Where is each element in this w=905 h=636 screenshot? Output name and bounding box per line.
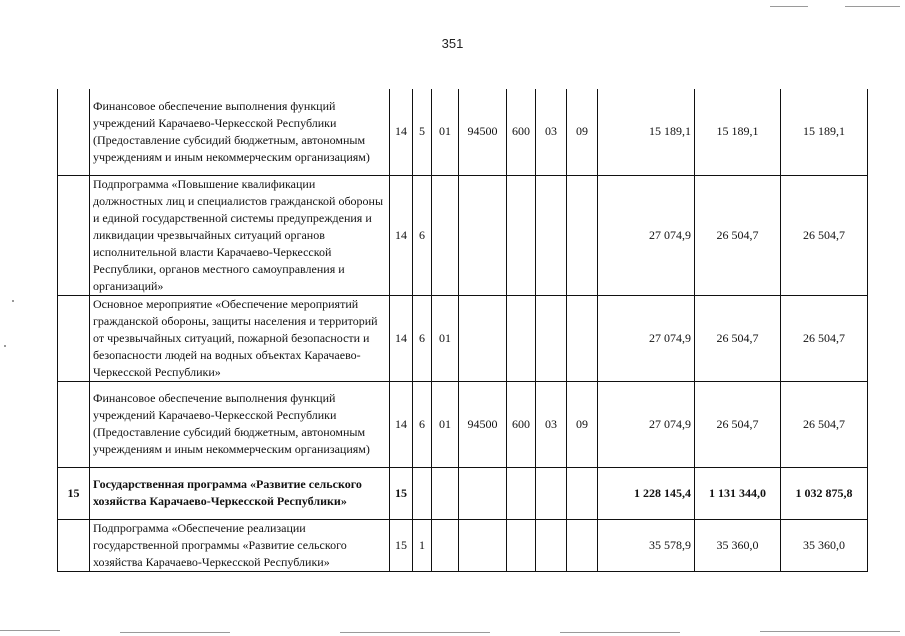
amount-year-2: 26 504,7 xyxy=(695,295,781,381)
code-direction xyxy=(459,175,507,295)
row-description: Основное мероприятие «Обеспечение мероприятий гражданской обороны, защиты населения и территорий от чрезвычайных ситуаций, пожарной безопасности и безопасности людей на водных объектах Карачаево-Черкесской Республики» xyxy=(90,295,390,381)
code-subprogram: 6 xyxy=(413,295,432,381)
amount-year-2: 26 504,7 xyxy=(695,381,781,467)
amount-year-2: 35 360,0 xyxy=(695,519,781,571)
table-row xyxy=(58,89,868,175)
amount-year-3: 35 360,0 xyxy=(781,519,868,571)
row-number: 15 xyxy=(58,467,90,519)
code-division xyxy=(536,175,567,295)
amount-year-3: 1 032 875,8 xyxy=(781,467,868,519)
code-direction xyxy=(459,519,507,571)
scan-artifact-dot xyxy=(12,300,14,302)
code-section: 15 xyxy=(390,467,413,519)
scan-artifact-line xyxy=(770,6,808,7)
row-description: Подпрограмма «Обеспечение реализации государственной программы «Развитие сельского хозяйства Карачаево-Черкесской Республики» xyxy=(90,519,390,571)
table-body xyxy=(58,89,868,571)
code-subdivision: 09 xyxy=(567,89,598,175)
table-row xyxy=(58,295,868,381)
code-division xyxy=(536,467,567,519)
row-number xyxy=(58,519,90,571)
table-row xyxy=(58,175,868,295)
page-number: 351 xyxy=(441,36,464,51)
code-subprogram xyxy=(413,467,432,519)
amount-year-1: 35 578,9 xyxy=(598,519,695,571)
scan-artifact-line xyxy=(845,6,900,7)
code-section: 14 xyxy=(390,89,413,175)
row-description: Финансовое обеспечение выполнения функций учреждений Карачаево-Черкесской Республики (Предоставление субсидий бюджетным, автономным учреждениям и иным некоммерческим организациям) xyxy=(90,89,390,175)
code-division xyxy=(536,295,567,381)
scan-artifact-line xyxy=(120,632,230,633)
code-division xyxy=(536,519,567,571)
code-event: 01 xyxy=(432,295,459,381)
code-division: 03 xyxy=(536,381,567,467)
row-number xyxy=(58,295,90,381)
table-row xyxy=(58,381,868,467)
scan-artifact-line xyxy=(340,632,490,633)
budget-table xyxy=(57,89,868,572)
row-number xyxy=(58,175,90,295)
code-section: 14 xyxy=(390,175,413,295)
code-division: 03 xyxy=(536,89,567,175)
code-expense-type: 600 xyxy=(507,89,536,175)
amount-year-3: 26 504,7 xyxy=(781,381,868,467)
table-row xyxy=(58,519,868,571)
row-description: Финансовое обеспечение выполнения функций учреждений Карачаево-Черкесской Республики (Предоставление субсидий бюджетным, автономным учреждениям и иным некоммерческим организациям) xyxy=(90,381,390,467)
code-expense-type xyxy=(507,519,536,571)
code-event: 01 xyxy=(432,89,459,175)
row-number xyxy=(58,89,90,175)
row-number xyxy=(58,381,90,467)
scan-artifact-line xyxy=(760,631,900,632)
code-section: 15 xyxy=(390,519,413,571)
code-subdivision xyxy=(567,175,598,295)
code-subdivision xyxy=(567,467,598,519)
code-section: 14 xyxy=(390,381,413,467)
code-direction xyxy=(459,467,507,519)
code-direction xyxy=(459,295,507,381)
amount-year-1: 15 189,1 xyxy=(598,89,695,175)
table-row xyxy=(58,467,868,519)
code-subdivision xyxy=(567,519,598,571)
amount-year-1: 27 074,9 xyxy=(598,295,695,381)
amount-year-1: 27 074,9 xyxy=(598,381,695,467)
scan-artifact-line xyxy=(0,630,60,631)
code-subprogram: 5 xyxy=(413,89,432,175)
row-description: Государственная программа «Развитие сельского хозяйства Карачаево-Черкесской Республики» xyxy=(90,467,390,519)
amount-year-2: 15 189,1 xyxy=(695,89,781,175)
code-expense-type xyxy=(507,295,536,381)
amount-year-1: 27 074,9 xyxy=(598,175,695,295)
amount-year-1: 1 228 145,4 xyxy=(598,467,695,519)
code-event xyxy=(432,467,459,519)
scan-artifact-dot xyxy=(4,345,6,347)
amount-year-3: 15 189,1 xyxy=(781,89,868,175)
scan-artifact-line xyxy=(560,632,680,633)
amount-year-2: 1 131 344,0 xyxy=(695,467,781,519)
code-subdivision: 09 xyxy=(567,381,598,467)
code-expense-type xyxy=(507,175,536,295)
code-direction: 94500 xyxy=(459,381,507,467)
code-section: 14 xyxy=(390,295,413,381)
code-expense-type: 600 xyxy=(507,381,536,467)
code-event: 01 xyxy=(432,381,459,467)
code-subprogram: 1 xyxy=(413,519,432,571)
amount-year-3: 26 504,7 xyxy=(781,295,868,381)
code-event xyxy=(432,519,459,571)
row-description: Подпрограмма «Повышение квалификации должностных лиц и специалистов гражданской обороны и единой государственной системы предупреждения и ликвидации чрезвычайных ситуаций органов исполнительной власти Карачаево-Черкесской Республики, органов местного самоуправления и организаций» xyxy=(90,175,390,295)
code-subprogram: 6 xyxy=(413,175,432,295)
code-event xyxy=(432,175,459,295)
code-expense-type xyxy=(507,467,536,519)
code-subdivision xyxy=(567,295,598,381)
amount-year-3: 26 504,7 xyxy=(781,175,868,295)
code-subprogram: 6 xyxy=(413,381,432,467)
code-direction: 94500 xyxy=(459,89,507,175)
amount-year-2: 26 504,7 xyxy=(695,175,781,295)
